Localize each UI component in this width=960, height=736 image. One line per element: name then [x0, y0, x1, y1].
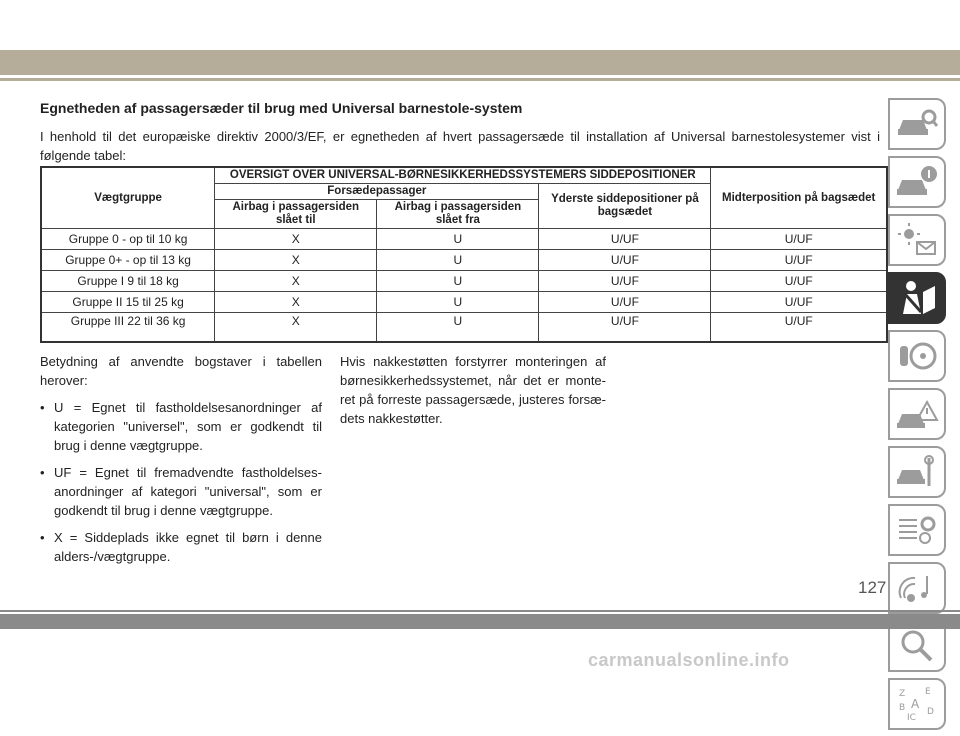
svg-text:A: A [911, 697, 920, 711]
cell-airbag-off: U [377, 229, 539, 250]
cell-middle: U/UF [711, 271, 887, 292]
search-icon [895, 626, 939, 666]
cell-middle: U/UF [711, 313, 887, 343]
chapter-sidebar [888, 98, 950, 736]
tab-starting-driving[interactable] [888, 330, 946, 382]
cell-outer: U/UF [539, 229, 711, 250]
cell-middle: U/UF [711, 250, 887, 271]
tab-warning-lights[interactable] [888, 214, 946, 266]
cell-group: Gruppe III 22 til 36 kg [41, 313, 215, 343]
list-item [40, 463, 322, 520]
legend-column [40, 352, 322, 574]
bullet-text: X = Siddeplads ikke egnet til børn i denne alders-/vægtgruppe. [54, 530, 322, 564]
cell-airbag-on: X [215, 250, 377, 271]
svg-text:B: B [899, 703, 906, 713]
tab-safety[interactable] [888, 272, 946, 324]
cell-middle: U/UF [711, 292, 887, 313]
header-middle-position: Midterposition på bagsædet [711, 167, 887, 229]
header-weight-group: Vægtgruppe [41, 167, 215, 229]
header-overview: OVERSIGT OVER UNIVERSAL-BØRNESIKKERHEDSSYSTEMERS SIDDEPOSITIONER [215, 167, 711, 184]
cell-outer: U/UF [539, 250, 711, 271]
list-item [40, 398, 322, 455]
tab-car-overview[interactable] [888, 98, 946, 150]
table-row [41, 229, 887, 250]
section-heading: Egnetheden af passagersæder til brug med Universal barnestole-system [40, 100, 523, 116]
header-airbag-on: Airbag i passagersiden slået til [215, 200, 377, 229]
header-airbag-off: Airbag i passagersiden slået fra [377, 200, 539, 229]
cell-airbag-on: X [215, 292, 377, 313]
bullet-text: U = Egnet til fastholdelsesanordninger af kategorien "universel", som er godkendt til brug i denne vægtgruppe. [54, 400, 322, 453]
watermark: carmanualsonline.info [588, 650, 790, 670]
cell-airbag-on: X [215, 271, 377, 292]
cell-outer: U/UF [539, 271, 711, 292]
page-number: 127 [858, 578, 887, 597]
svg-text:D: D [927, 707, 934, 717]
car-warning-icon [895, 394, 939, 434]
header-front-passenger: Forsædepassager [215, 184, 539, 200]
table-row [41, 313, 887, 343]
car-wrench-icon [895, 452, 939, 492]
tab-technical-specs[interactable] [888, 504, 946, 556]
cell-airbag-on: X [215, 313, 377, 343]
cell-outer: U/UF [539, 292, 711, 313]
bullet-text: UF = Egnet til fremadvendte fastholdelses-anordninger af kategori "universal", som er godkendt til brug i denne vægtgruppe. [54, 465, 322, 518]
warning-lights-icon [895, 220, 939, 260]
tab-emergency[interactable] [888, 388, 946, 440]
table-row [41, 250, 887, 271]
alphabet-index-icon [895, 684, 939, 724]
header-rule [0, 78, 960, 81]
footer-band [0, 614, 960, 629]
bullet-marker: • [40, 465, 45, 480]
svg-text:E: E [925, 687, 931, 697]
cell-group: Gruppe 0 - op til 10 kg [41, 229, 215, 250]
cell-airbag-off: U [377, 250, 539, 271]
tab-car-info[interactable] [888, 156, 946, 208]
footer-rule [0, 610, 960, 612]
cell-group: Gruppe I 9 til 18 kg [41, 271, 215, 292]
child-seat-table [40, 166, 888, 343]
cell-outer: U/UF [539, 313, 711, 343]
cell-airbag-off: U [377, 313, 539, 343]
cell-group: Gruppe II 15 til 25 kg [41, 292, 215, 313]
bullet-marker: • [40, 530, 45, 545]
svg-text:Z: Z [899, 689, 906, 699]
seatbelt-person-icon [895, 278, 939, 318]
cell-airbag-off: U [377, 292, 539, 313]
intro-paragraph: I henhold til det europæiske direktiv 2000/3/EF, er egnetheden af hvert passagersæde til installation af Universal barnestolesystemer vist i følgende tabel: [40, 129, 880, 163]
headrest-note: Hvis nakkestøtten forstyrrer monteringen af børnesikkerhedssystemet, når det er monte-ret på forreste passagersæde, justeres forsæ-dets nakkestøtter. [340, 354, 606, 426]
bullet-marker: • [40, 400, 45, 415]
header-band [0, 50, 960, 75]
table-row [41, 292, 887, 313]
cell-airbag-on: X [215, 229, 377, 250]
car-info-icon [895, 162, 939, 202]
cell-middle: U/UF [711, 229, 887, 250]
tab-servicing[interactable] [888, 446, 946, 498]
key-steering-wheel-icon [895, 336, 939, 376]
cell-airbag-off: U [377, 271, 539, 292]
tab-multimedia[interactable] [888, 562, 946, 614]
svg-text:IC: IC [907, 713, 916, 723]
header-outer-positions: Yderste siddepositioner på bagsædet [539, 184, 711, 229]
cell-group: Gruppe 0+ - op til 13 kg [41, 250, 215, 271]
list-item [40, 528, 322, 566]
table-row [41, 271, 887, 292]
tab-index[interactable] [888, 678, 946, 730]
media-music-icon [895, 568, 939, 608]
specs-gear-icon [895, 510, 939, 550]
car-magnifier-icon [895, 104, 939, 144]
legend-intro: Betydning af anvendte bogstaver i tabellen herover: [40, 354, 322, 388]
